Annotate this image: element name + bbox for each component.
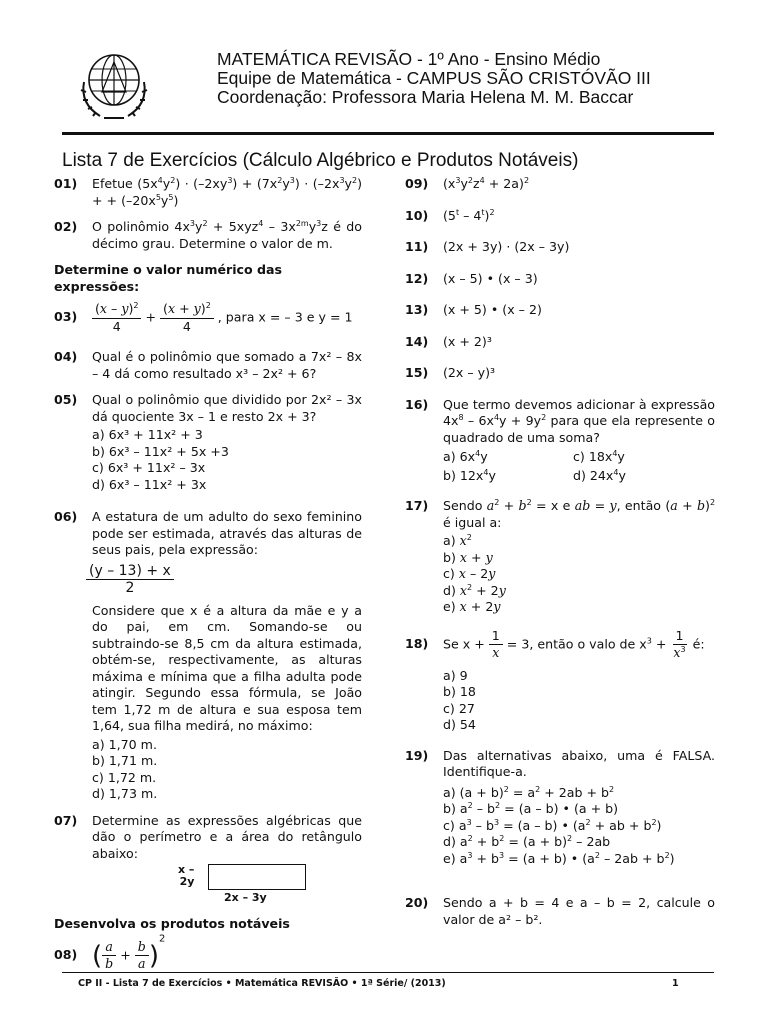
option: a) 1,70 m. [92, 736, 157, 752]
option: e) $a^3 + b^3 = (a + b)$ • $(a^2 - 2ab + b^2)$ [443, 850, 675, 866]
option: d) 54 [443, 717, 476, 732]
footer-text: CP II - Lista 7 de Exercícios • Matemática REVISÃO • 1ª Série/ (2013) [78, 978, 446, 989]
answer-options [443, 449, 715, 484]
header-line-1: MATEMÁTICA REVISÃO - 1º Ano - Ensino Médio [217, 49, 601, 69]
question-number: 01) [54, 176, 78, 191]
option: c) 6x³ + 11x² – 3x [92, 460, 206, 475]
question-10: 10) (5$^t$ – 4$^t$)$^2$ [405, 207, 495, 223]
fraction: $\frac{1}{x}$ [489, 628, 503, 662]
option: b) x + y [443, 549, 493, 565]
question-number: 02) [54, 219, 78, 234]
header-divider [62, 132, 714, 135]
question-19: 19) Das alternativas abaixo, uma é FALSA. Identifique-a. a) $(a + b)^2 = a^2 + 2ab + b^2$ b) $a^2 - b^2 = (a - b)$ • (a + b) c) $a^3 - b^3 = (a - b)$ • ($a^2$ + ab + $b^2$) d) $a^2 + b^2 = (a + b)^2 - 2ab$ e) $a^3 + b^3 = (a + b)$ • $(a^2 - 2ab + b^2)$ [405, 747, 715, 866]
question-number: 03) [54, 309, 78, 324]
question-01: 01) Efetue $(5x^4y^2) \cdot (-2xy^3) + (7x^2y^3) \cdot (-2x^3y^2)$ + + $(-20x^5y^5)$ [54, 175, 362, 208]
option: c) 1,72 m. [92, 769, 157, 785]
option: e) x + 2y [443, 599, 501, 614]
option: b) 18 [443, 684, 476, 699]
question-14: 14) (x + 2)³ [405, 333, 492, 349]
question-number: 12) [405, 270, 429, 286]
question-02: 02) O polinômio $4x^3y^2 + 5xyz^4 - 3x^{2m}y^3z$ é do décimo grau. Determine o valor de m. [54, 218, 362, 251]
fraction: $\frac{1}{x^3}$ [673, 627, 686, 660]
question-18: 18) Se x + $\frac{1}{x}$ = 3, então o valo de $x^3$ + $\frac{1}{x^3}$ é: a) 9 b) 18 c) 27 d) 54 [405, 628, 715, 734]
rectangle-figure: x – 2y 2x – 3y [92, 864, 362, 908]
option: b) $a^2 - b^2 = (a - b)$ • (a + b) [443, 800, 619, 816]
question-number: 19) [405, 747, 429, 763]
page-title: Lista 7 de Exercícios (Cálculo Algébrico e Produtos Notáveis) [62, 150, 579, 171]
question-05: 05) Qual o polinômio que dividido por 2x² – 3x dá quociente 3x – 1 e resto 2x + 3? a) 6x³ + 11x² + 3 b) 6x³ – 11x² + 5x +3 c) 6x³ + 11x² – 3x d) 6x³ – 11x² + 3x [54, 392, 362, 492]
header-line-3: Coordenação: Professora Maria Helena M. M. Baccar [217, 87, 634, 107]
fraction: $\frac{(x + y)^2}{4}$ [160, 301, 214, 335]
question-03: 03) $\frac{(x - y)^2}{4}$ + $\frac{(x + y)^2}{4}$ , para x = – 3 e y = 1 [54, 300, 353, 334]
answer-options [92, 427, 362, 493]
question-08: 08) ( $\frac{a}{b}$ + $\frac{b}{a}$ )$^2$ [54, 933, 166, 971]
option: c) $18x^4y$ [573, 448, 625, 464]
question-number: 06) [54, 509, 78, 524]
fraction: $\frac{a}{b}$ [102, 939, 116, 973]
question-number: 05) [54, 392, 78, 407]
question-number: 14) [405, 333, 429, 349]
fraction: $\frac{(x - y)^2}{4}$ [92, 301, 141, 335]
school-crest-icon [74, 42, 154, 124]
option: d) 6x³ – 11x² + 3x [92, 476, 207, 492]
question-15: 15) (2x – y)³ [405, 365, 496, 380]
question-number: 13) [405, 302, 429, 317]
option: d) 1,73 m. [92, 786, 158, 801]
question-17: 17) Sendo $a^2 + b^2 = x$ e ab = y, então $(a + b)^2$ é igual a: a) $x^2$ b) x + y c) x – 2y d) $x^2 + 2y$ e) x + 2y [405, 497, 716, 614]
section-heading-products: Desenvolva os produtos notáveis [54, 916, 290, 931]
answer-options [92, 737, 362, 803]
question-number: 04) [54, 349, 78, 364]
answer-options [443, 668, 715, 734]
question-number: 20) [405, 895, 429, 910]
page-number: 1 [672, 978, 679, 989]
option: c) $a^3 - b^3 = (a - b)$ • ($a^2$ + ab + $b^2$) [443, 817, 662, 833]
right-column [405, 176, 715, 938]
page-header [62, 36, 722, 124]
question-04: 04) Qual é o polinômio que somado a 7x² – 8x – 4 dá como resultado x³ – 2x² + 6? [54, 349, 362, 381]
question-13: 13) (x + 5) • (x – 2) [405, 302, 542, 317]
option: b) 6x³ – 11x² + 5x +3 [92, 443, 229, 459]
question-09: 09) $(x^3y^2z^4 + 2a)^2$ [405, 175, 530, 191]
header-line-2: Equipe de Matemática - CAMPUS SÃO CRISTÓVÃO III [217, 68, 651, 88]
question-11: 11) (2x + 3y) · (2x – 3y) [405, 239, 570, 254]
option: d) $24x^4y$ [573, 467, 626, 483]
left-column [54, 176, 362, 983]
option: a) $6x^4y$ [443, 448, 488, 464]
question-20: 20) Sendo a + b = 4 e a – b = 2, calcule o valor de a² – b². [405, 895, 715, 927]
section-heading-numeric: Determine o valor numérico das expressões: [54, 262, 283, 294]
option: d) $a^2 + b^2 = (a + b)^2 - 2ab$ [443, 833, 611, 849]
answer-options [443, 785, 715, 868]
option: b) $12x^4y$ [443, 467, 496, 483]
option: a) $(a + b)^2 = a^2 + 2ab + b^2$ [443, 784, 615, 800]
question-number: 17) [405, 498, 429, 513]
question-12: 12) (x – 5) • (x – 3) [405, 270, 538, 286]
fraction: $\frac{(y - 13) + x}{2}$ [86, 563, 174, 597]
footer-divider [62, 972, 714, 973]
option: b) 1,71 m. [92, 753, 158, 768]
question-number: 09) [405, 176, 429, 191]
answer-options [443, 533, 715, 616]
question-number: 10) [405, 207, 429, 223]
question-16: 16) Que termo devemos adicionar à expressão $4x^8 - 6x^4y + 9y^2$ para que ela represente o quadrado de uma soma? a) $6x^4y$ c) $18x^4y$ b) $12x^4y$ d) $24x^4y$ [405, 396, 715, 483]
option: a) 6x³ + 11x² + 3 [92, 427, 203, 442]
question-number: 15) [405, 365, 429, 380]
option: a) 9 [443, 667, 468, 683]
option: d) $x^2 + 2y$ [443, 582, 506, 598]
question-number: 07) [54, 812, 78, 828]
question-number: 16) [405, 396, 429, 412]
question-07: 07) Determine as expressões algébricas que dão o perímetro e a área do retângulo abaixo: x – 2y 2x – 3y [54, 813, 362, 909]
fraction: $\frac{b}{a}$ [135, 939, 149, 973]
option: a) $x^2$ [443, 532, 472, 548]
question-06: 06) A estatura de um adulto do sexo feminino pode ser estimada, através das alturas de seus pais, pela expressão: $\frac{(y - 13) + x}{2}$ Considere que x é a altura da mãe e y a do pai, em cm. Somando-se ou subtraindo-se 8,5 cm da altura estimada, obtém-se, respectivamente, as alturas máxima e mínima que a filha adulta pode atingir. Segundo essa fórmula, se João tem 1,72 m de altura e sua esposa tem 1,64, sua filha medirá, no máximo: a) 1,70 m. b) 1,71 m. c) 1,72 m. d) 1,73 m. [54, 509, 362, 801]
option: c) x – 2y [443, 566, 496, 581]
option: c) 27 [443, 700, 475, 716]
question-number: 18) [405, 635, 429, 651]
question-number: 11) [405, 239, 429, 254]
rectangle-shape [208, 864, 306, 890]
question-number: 08) [54, 946, 78, 962]
